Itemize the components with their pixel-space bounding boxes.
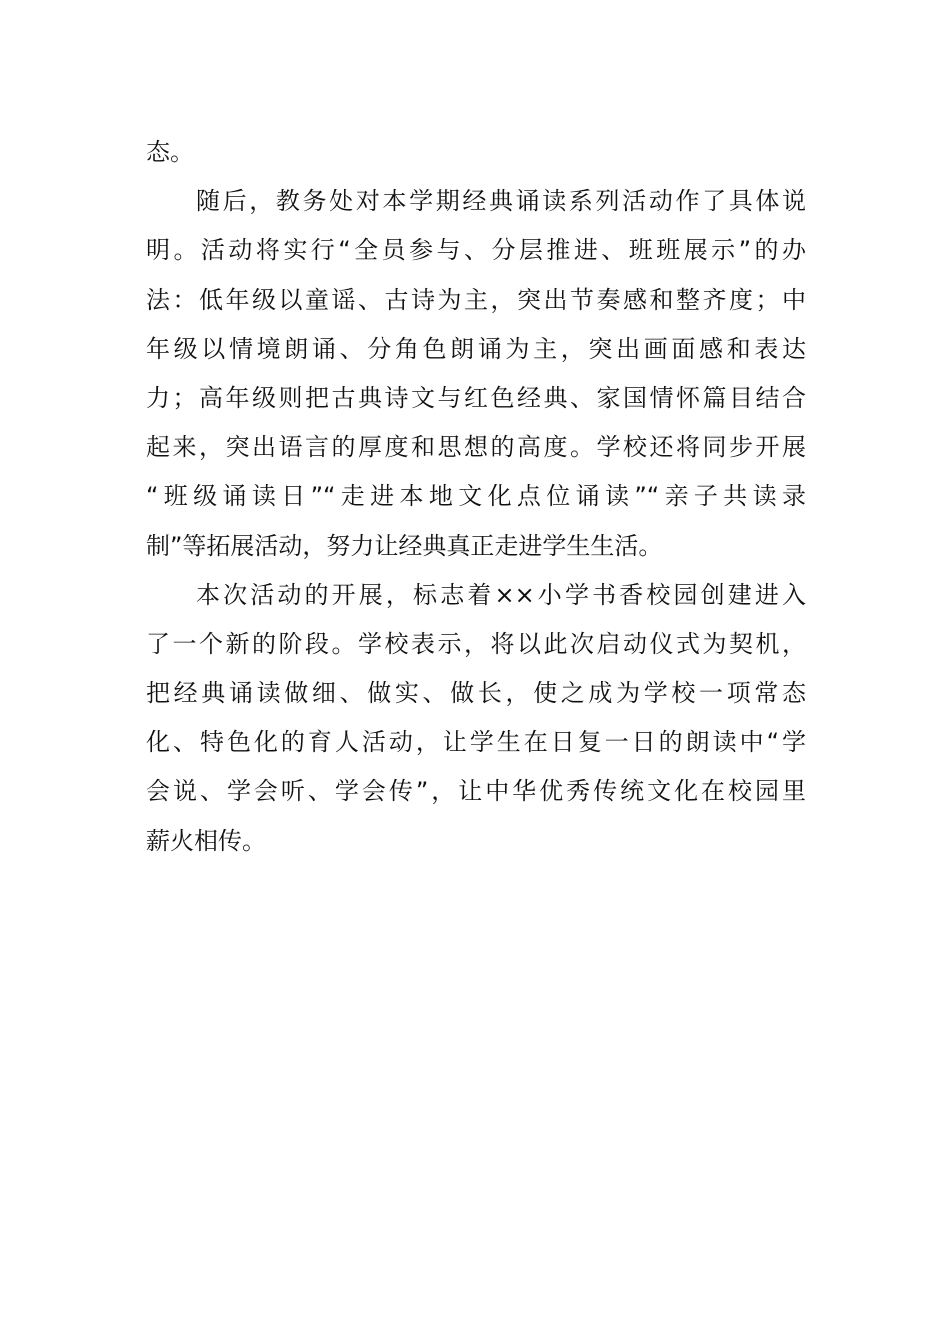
text-line: 制”等拓展活动，努力让经典真正走进学生生活。: [146, 531, 663, 560]
text-line: 明。活动将实行“全员参与、分层推进、班班展示”的办: [146, 236, 806, 265]
paragraph-activity-description: [146, 177, 806, 571]
document-body: [146, 128, 806, 866]
text-line: 本次活动的开展，标志着××小学书香校园创建进入: [196, 580, 806, 609]
text-line: 年级以情境朗诵、分角色朗诵为主，突出画面感和表达: [146, 334, 806, 363]
text-line: 法：低年级以童谣、古诗为主，突出节奏感和整齐度；中: [146, 285, 806, 314]
text-line: 把经典诵读做细、做实、做长，使之成为学校一项常态: [146, 679, 806, 708]
text-line: 化、特色化的育人活动，让学生在日复一日的朗读中“学: [146, 728, 806, 757]
text-line: 随后，教务处对本学期经典诵读系列活动作了具体说: [196, 187, 806, 216]
text-line: 了一个新的阶段。学校表示，将以此次启动仪式为契机，: [146, 629, 806, 658]
text-line: 会说、学会听、学会传”，让中华优秀传统文化在校园里: [146, 777, 806, 806]
text-line: “班级诵读日”“走进本地文化点位诵读”“亲子共读录: [146, 482, 806, 511]
text-line: 力；高年级则把古典诗文与红色经典、家国情怀篇目结合: [146, 383, 806, 412]
text-line: 态。: [146, 138, 194, 166]
text-line: 薪火相传。: [146, 826, 266, 855]
text-line: 起来，突出语言的厚度和思想的高度。学校还将同步开展: [146, 433, 806, 462]
paragraph-conclusion: [146, 571, 806, 866]
paragraph-continuation: [146, 128, 806, 177]
